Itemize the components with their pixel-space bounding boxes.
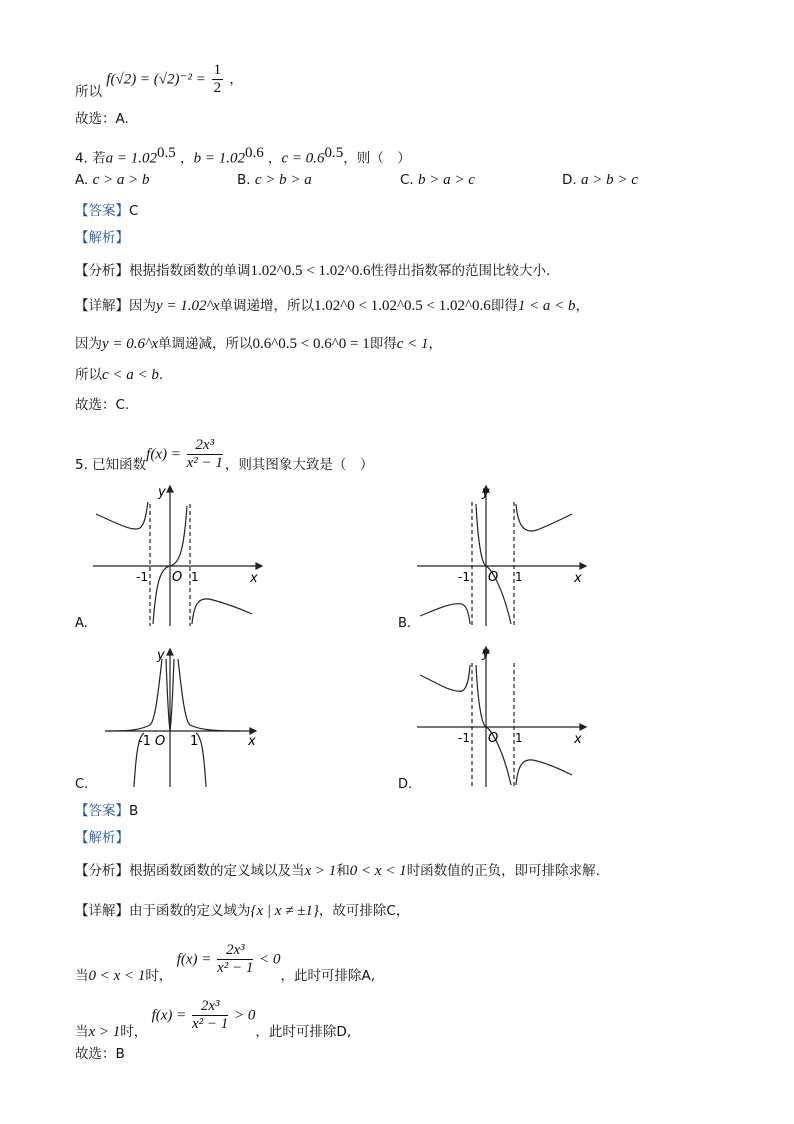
q5-stem: 5. 已知函数f(x) = $\frac{\text{2x³}}{\text{x² − 1}}$ ，则其图象大致是（ ） <box>75 437 374 473</box>
svg-text:-1: -1 <box>458 731 470 745</box>
graph-d-label: D. <box>398 777 413 792</box>
curve-right <box>516 504 572 531</box>
svg-text:1: 1 <box>190 734 199 749</box>
graph-d <box>412 645 592 793</box>
q4-stem: 4. 若$a = 1.02^{0.5}$ ，$b = 1.02^{0.6}$ ，$c = 0.6^{0.5}$，则（ ） <box>75 145 411 167</box>
curve-right <box>516 760 572 785</box>
graph-b-label: B. <box>398 616 412 631</box>
graph-c-label: C. <box>75 777 89 792</box>
svg-text:O: O <box>155 734 166 749</box>
q5-analysis-tag: 【解析】 <box>75 830 129 846</box>
svg-text:x: x <box>248 734 256 749</box>
q4-xiangjie-line-1: 【详解】因为y = 1.02^x单调递增，所以1.02^0 < 1.02^0.5 < 1.02^0.6即得1 < a < b， <box>75 298 590 314</box>
q5-xiangjie-line-2: 当0 < x < 1时， f(x) = $\frac{\text{2x³}}{\text{x² − 1}}$ < 0，此时可排除A, <box>75 942 376 984</box>
svg-text:x: x <box>574 571 582 586</box>
curve-middle <box>476 665 511 785</box>
svg-text:y: y <box>157 648 165 663</box>
q5-choose: 故选：B <box>75 1046 125 1062</box>
q3-fraction: $\frac{1}{2}$ <box>213 62 222 96</box>
curve-left <box>420 604 470 624</box>
q5-fraction: $\frac{\text{2x³}}{\text{x² − 1}}$ <box>186 437 223 471</box>
q5-xiangjie-line-1: 【详解】由于函数的定义域为{x | x ≠ ±1}，故可排除C， <box>75 903 410 919</box>
svg-text:O: O <box>488 570 499 585</box>
curve-left <box>96 502 148 529</box>
curve-middle <box>476 504 511 624</box>
q5-xiangjie-line-3: 当x > 1时， f(x) = $\frac{\text{2x³}}{\text{x² − 1}}$ > 0，此时可排除D, <box>75 998 352 1040</box>
x-arrow <box>256 563 262 569</box>
graph-b <box>412 484 592 632</box>
curve-left <box>420 665 470 691</box>
q3-choose: 故选：A. <box>75 111 129 127</box>
q4-xiangjie-line-2: 因为y = 0.6^x单调递减，所以0.6^0.5 < 0.6^0 = 1即得c < 1， <box>75 336 443 352</box>
q4-option-d: D. a > b > c <box>562 172 638 188</box>
graph-a-label: A. <box>75 616 88 631</box>
q3-expression: f(√2) = (√2)⁻² = <box>106 71 210 88</box>
graph-c <box>100 645 270 793</box>
svg-text:O: O <box>488 731 499 746</box>
q4-fenxi: 【分析】根据指数函数的单调1.02^0.5 < 1.02^0.6性得出指数幂的范围比较大小. <box>75 263 551 279</box>
q4-option-c: C. b > a > c <box>400 172 475 188</box>
origin-label: O <box>172 570 183 585</box>
q4-option-b: B. c > b > a <box>237 172 312 188</box>
curve-right <box>192 599 252 624</box>
svg-text:1: 1 <box>515 570 523 584</box>
tick-neg-1: -1 <box>136 570 148 584</box>
q4-analysis-tag: 【解析】 <box>75 230 129 246</box>
curve-peak-left <box>108 659 162 731</box>
svg-text:1: 1 <box>515 731 523 745</box>
svg-text:y: y <box>482 646 490 661</box>
curve-peak-right <box>178 659 240 731</box>
q5-answer: 【答案】B <box>75 803 139 819</box>
svg-text:-1: -1 <box>458 570 470 584</box>
q4-option-a: A. c > a > b <box>75 172 150 188</box>
svg-text:x: x <box>574 732 582 747</box>
q4-answer: 【答案】C <box>75 203 139 219</box>
q3-conclusion-line: 所以 f(√2) = (√2)⁻² = $\frac{1}{2}$ ， <box>75 62 243 100</box>
graph-a <box>88 484 268 632</box>
y-label: y <box>158 485 166 500</box>
x-label: x <box>250 571 258 586</box>
tick-pos-1: 1 <box>191 570 199 584</box>
y-arrow <box>167 486 173 492</box>
svg-text:-1: -1 <box>138 734 151 749</box>
q4-xiangjie-line-3: 所以c < a < b. <box>75 367 164 383</box>
q4-choose: 故选：C. <box>75 397 130 413</box>
q5-fenxi: 【分析】根据函数函数的定义域以及当x > 1和0 < x < 1时函数值的正负，即可排除求解. <box>75 863 600 879</box>
svg-text:y: y <box>482 485 490 500</box>
